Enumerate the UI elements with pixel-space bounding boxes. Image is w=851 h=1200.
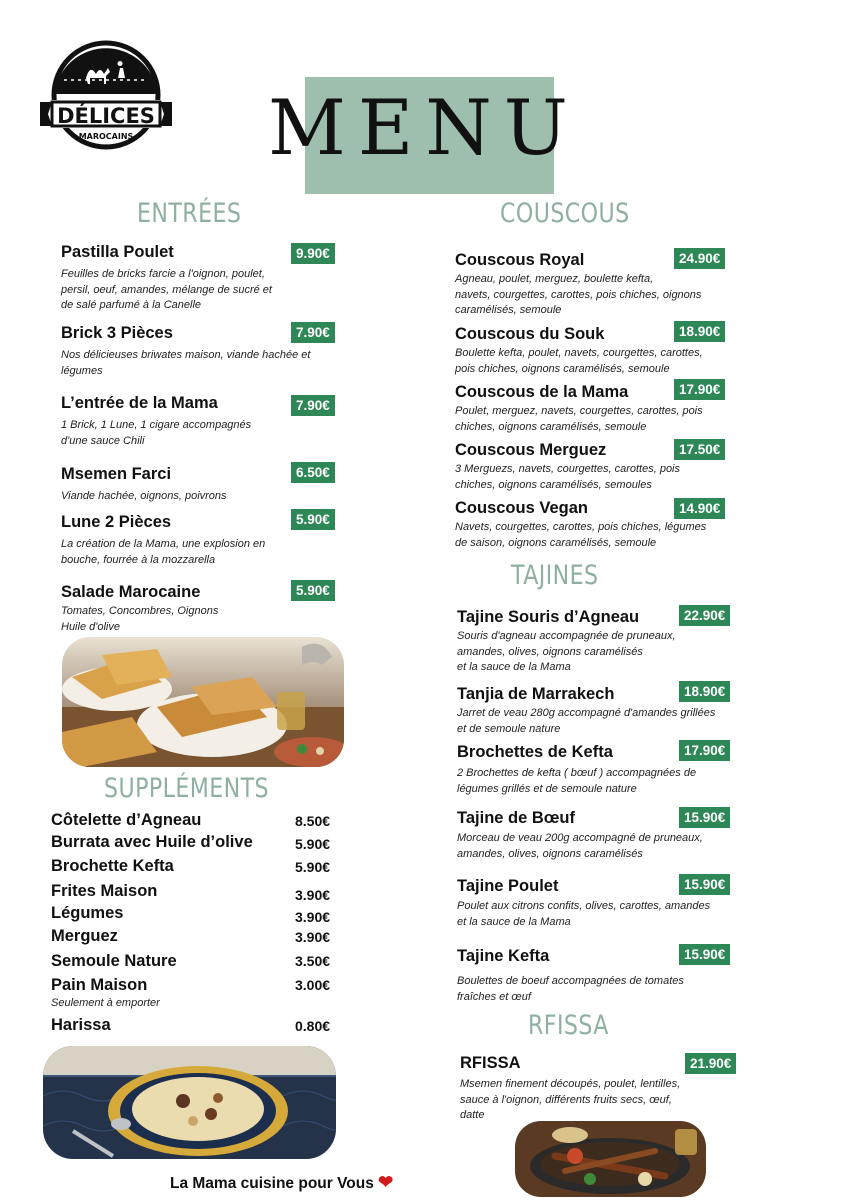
item-name: Couscous du Souk (455, 325, 605, 343)
item-name: RFISSA (460, 1054, 521, 1072)
price-badge: 14.90€ (674, 498, 725, 519)
menu-item (457, 946, 757, 1005)
item-name: Tajine Souris d’Agneau (457, 608, 640, 626)
price-badge: 21.90€ (685, 1053, 736, 1074)
price-badge: 18.90€ (679, 681, 730, 702)
item-name: Tajine Poulet (457, 877, 559, 895)
item-description: Morceau de veau 200g accompagné de pruneaux, amandes, olives, oignons caramélisés (457, 832, 703, 860)
couscous-photo (43, 1046, 336, 1159)
menu-item (460, 1053, 750, 1124)
item-description: Poulet, merguez, navets, courgettes, carottes, pois chiches, oignons caramélisés, semoule (455, 405, 703, 433)
supplement-price: 3.00€ (295, 977, 331, 993)
section-heading-entrees: ENTRÉES (137, 198, 242, 229)
item-name: Lune 2 Pièces (61, 513, 172, 531)
brand-name: DÉLICES (57, 104, 155, 128)
menu-item (61, 242, 341, 314)
section-heading-supplements: SUPPLÉMENTS (104, 773, 270, 804)
item-name: Couscous de la Mama (455, 383, 629, 401)
menu-item (455, 250, 745, 319)
item-name: Tajine de Bœuf (457, 809, 575, 827)
menu-item (61, 464, 341, 505)
menu-item (457, 607, 757, 676)
menu-item (457, 742, 757, 797)
item-description: Navets, courgettes, carottes, pois chiches, légumes de saison, oignons caramélisés, semoule (455, 521, 707, 549)
menu-item (455, 382, 745, 435)
item-name: Tanjia de Marrakech (457, 685, 615, 703)
price-badge: 17.90€ (679, 740, 730, 761)
brand-subtitle: MAROCAINS (78, 132, 134, 141)
supplement-price: 3.90€ (295, 887, 331, 903)
price-badge: 5.90€ (291, 580, 335, 601)
camel-logo-icon (38, 40, 174, 158)
supplement-name: Merguez (51, 927, 118, 945)
item-description: Nos délicieuses briwates maison, viande hachée et légumes (61, 349, 311, 377)
item-name: Pastilla Poulet (61, 243, 174, 261)
grill-photo (515, 1121, 706, 1197)
item-name: Couscous Vegan (455, 499, 588, 517)
section-heading-rfissa: RFISSA (528, 1010, 609, 1041)
price-badge: 18.90€ (674, 321, 725, 342)
supplement-name: Semoule Nature (51, 952, 177, 970)
item-description: Boulette kefta, poulet, navets, courgettes, carottes, pois chiches, oignons caramélisés, semoule (455, 347, 703, 375)
item-name: L’entrée de la Mama (61, 394, 218, 412)
menu-item (61, 323, 351, 379)
menu-item (457, 876, 757, 930)
item-name: Couscous Merguez (455, 441, 607, 459)
pastries-photo (62, 637, 344, 767)
section-heading-tajines: TAJINES (511, 560, 599, 591)
item-description: 3 Merguezs, navets, courgettes, carottes, pois chiches, oignons caramélisés, semoules (455, 463, 681, 491)
menu-item (61, 393, 341, 449)
supplement-price: 3.90€ (295, 929, 331, 945)
item-description: Jarret de veau 280g accompagné d'amandes grillées et de semoule nature (457, 707, 716, 735)
item-name: Brochettes de Kefta (457, 743, 613, 761)
price-badge: 5.90€ (291, 509, 335, 530)
menu-item (457, 808, 757, 862)
item-description: Souris d'agneau accompagnée de pruneaux, amandes, olives, oignons caramélisés et la sauce de la Mama (457, 630, 676, 673)
price-badge: 22.90€ (679, 605, 730, 626)
price-badge: 17.50€ (674, 439, 725, 460)
footer-text: La Mama cuisine pour Vous (170, 1175, 374, 1192)
item-description: Msemen finement découpés, poulet, lentilles, sauce à l'oignon, différents fruits secs, œuf, datte (460, 1078, 681, 1121)
supplement-price: 3.50€ (295, 953, 331, 969)
item-name: Couscous Royal (455, 251, 585, 269)
item-description: Tomates, Concombres, Oignons Huile d'olive (61, 605, 219, 633)
page-title: MENU (268, 83, 580, 172)
item-description: Poulet aux citrons confits, olives, carottes, amandes et la sauce de la Mama (457, 900, 711, 928)
supplement-name: Burrata avec Huile d’olive (51, 833, 253, 851)
price-badge: 15.90€ (679, 807, 730, 828)
price-badge: 15.90€ (679, 944, 730, 965)
item-description: 2 Brochettes de kefta ( bœuf ) accompagnées de légumes grillés et de semoule nature (457, 767, 697, 795)
supplement-name: Côtelette d’Agneau (51, 811, 202, 829)
item-name: Msemen Farci (61, 465, 172, 483)
supplement-note: Seulement à emporter (51, 997, 160, 1009)
menu-item (457, 684, 757, 737)
item-description: Agneau, poulet, merguez, boulette kefta, navets, courgettes, carottes, pois chiches, oignons caramélisés, semoule (455, 273, 702, 316)
supplement-price: 0.80€ (295, 1018, 331, 1034)
footer-tagline (170, 1172, 393, 1193)
price-badge: 7.90€ (291, 395, 335, 416)
menu-item (455, 498, 745, 551)
price-badge: 7.90€ (291, 322, 335, 343)
section-heading-couscous: COUSCOUS (500, 198, 630, 229)
menu-item (61, 512, 341, 568)
price-badge: 17.90€ (674, 379, 725, 400)
supplement-price: 3.90€ (295, 909, 331, 925)
supplement-price: 5.90€ (295, 836, 331, 852)
supplement-price: 5.90€ (295, 859, 331, 875)
supplement-name: Légumes (51, 904, 124, 922)
price-badge: 9.90€ (291, 243, 335, 264)
item-description: Boulettes de boeuf accompagnées de tomates fraîches et œuf (457, 975, 684, 1003)
price-badge: 15.90€ (679, 874, 730, 895)
item-description: Viande hachée, oignons, poivrons (61, 490, 227, 502)
menu-item (61, 582, 341, 635)
supplement-price: 8.50€ (295, 813, 331, 829)
item-name: Salade Marocaine (61, 583, 201, 601)
supplement-name: Frites Maison (51, 882, 158, 900)
menu-item (455, 324, 745, 377)
brand-logo (38, 40, 174, 158)
item-description: La création de la Mama, une explosion en bouche, fourrée à la mozzarella (61, 538, 266, 566)
item-name: Tajine Kefta (457, 947, 550, 965)
item-name: Brick 3 Pièces (61, 324, 173, 342)
price-badge: 24.90€ (674, 248, 725, 269)
item-description: 1 Brick, 1 Lune, 1 cigare accompagnés d'une sauce Chili (61, 419, 252, 447)
supplement-name: Brochette Kefta (51, 857, 174, 875)
supplement-name: Pain Maison (51, 976, 148, 994)
heart-icon: ❤ (378, 1172, 394, 1192)
supplement-name: Harissa (51, 1016, 111, 1034)
item-description: Feuilles de bricks farcie a l'oignon, poulet, persil, oeuf, amandes, mélange de sucré et de salé parfumé à la Canelle (61, 268, 272, 311)
menu-item (455, 440, 745, 493)
price-badge: 6.50€ (291, 462, 335, 483)
